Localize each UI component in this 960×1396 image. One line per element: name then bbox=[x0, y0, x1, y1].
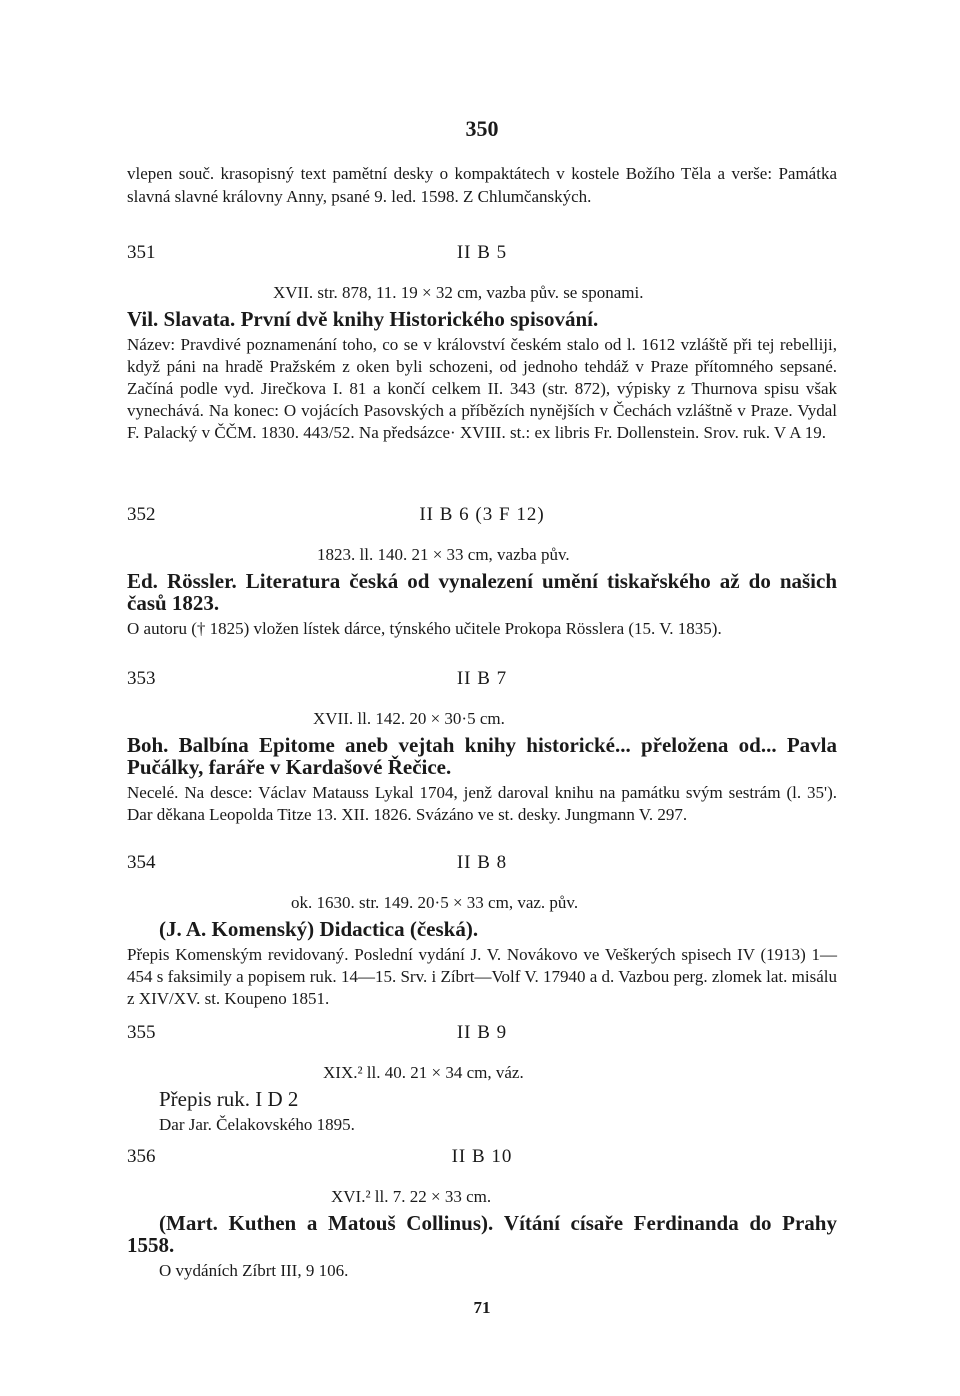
entry-author: (Mart. Kuthen a Matouš Collinus). bbox=[159, 1211, 494, 1235]
entry-header bbox=[127, 668, 837, 694]
shelf-mark: II B 8 bbox=[456, 852, 508, 873]
entry-title: Literatura česká od vynalezení umění tiskařského až do našich časů 1823. bbox=[127, 569, 838, 615]
entry-header bbox=[127, 852, 837, 878]
entry-description: O vydáních Zíbrt III, 9 106. bbox=[159, 1261, 349, 1280]
shelf-mark: II B 9 bbox=[456, 1022, 508, 1043]
entry-number: 356 bbox=[127, 1146, 156, 1167]
entry-heading bbox=[127, 570, 837, 614]
entry-heading bbox=[127, 1088, 837, 1110]
entry-title: Epitome aneb vejtah knihy historické... přeložena od... Pavla Pučálky, faráře v Kardašové Řečice. bbox=[127, 733, 837, 779]
entry-meta: XVI.² ll. 7. 22 × 33 cm. bbox=[331, 1187, 492, 1206]
entry-meta: ok. 1630. str. 149. 20·5 × 33 cm, vaz. pův. bbox=[291, 893, 579, 912]
entry-number: 351 bbox=[127, 242, 156, 263]
entry-author: (J. A. Komenský) bbox=[159, 917, 315, 941]
entry-description: Dar Jar. Čelakovského 1895. bbox=[159, 1115, 355, 1134]
shelf-mark: II B 5 bbox=[456, 242, 508, 263]
entry-number: 354 bbox=[127, 852, 156, 873]
folio-number: 71 bbox=[473, 1298, 491, 1317]
entry-heading bbox=[127, 734, 837, 778]
entry-number: 352 bbox=[127, 504, 156, 525]
catalog-entry bbox=[127, 242, 837, 444]
catalog-entry bbox=[127, 852, 837, 1010]
entry-description: Název: Pravdivé poznamenání toho, co se v království českém stalo od l. 1612 vzláště při tej rebelliji, když páni na hradě Pražském z oken byli schozeni, od jednoho tehdáž v Praze přítomného sepsané. Začíná podle vyd. Jirečkova I. 81 a končí celkem II. 343 (str. 872), výpisky z Thurnova spisu však vynechává. Na konec: O vojácích Pasovských a příbězích nynějších v Čechách vzláštně v Praze. Vydal F. Palacký v ČČM. 1830. 443/52. Na předsázce· XVIII. st.: ex libris Fr. Dollenstein. Srov. ruk. V A 19. bbox=[127, 335, 837, 442]
entry-meta: XVII. ll. 142. 20 × 30·5 cm. bbox=[313, 709, 505, 728]
entry-author: Ed. Rössler. bbox=[127, 569, 237, 593]
entry-number: 353 bbox=[127, 668, 156, 689]
entry-meta: 1823. ll. 140. 21 × 33 cm, vazba pův. bbox=[317, 545, 570, 564]
entry-header bbox=[127, 242, 837, 268]
entry-heading bbox=[127, 1212, 837, 1256]
shelf-mark: II B 7 bbox=[456, 668, 508, 689]
page-number: 350 bbox=[465, 116, 499, 141]
entry-header bbox=[127, 1146, 837, 1172]
entry-heading bbox=[127, 918, 837, 940]
entry-description: Přepis Komenským revidovaný. Poslední vydání J. V. Novákovo ve Veškerých spisech IV (1913) 1—454 s faksimily a popisem ruk. 14—15. Srv. i Zíbrt—Volf V. 17940 a d. Vazbou perg. zlomek lat. misálu z XIV/XV. st. Koupeno 1851. bbox=[127, 945, 837, 1008]
entry-title: Přepis ruk. I D 2 bbox=[159, 1087, 299, 1111]
entry-description: O autoru († 1825) vložen lístek dárce, týnského učitele Prokopa Rösslera (15. V. 1835). bbox=[127, 619, 722, 638]
entry-title: První dvě knihy Historického spisování. bbox=[240, 307, 599, 331]
entry-title: Vítání císaře Ferdinanda do Prahy 1558. bbox=[127, 1211, 837, 1257]
shelf-mark: II B 10 bbox=[451, 1146, 513, 1167]
entry-header bbox=[127, 1022, 837, 1048]
entry-heading bbox=[127, 308, 837, 330]
entry-title: Didactica (česká). bbox=[319, 917, 479, 941]
entry-description: Necelé. Na desce: Václav Matauss Lykal 1704, jenž daroval knihu na památku svým sestrám (l. 35'). Dar děkana Leopolda Titze 13. XII. 1826. Svázáno ve st. desky. Jungmann V. 297. bbox=[127, 783, 837, 824]
entry-meta: XIX.² ll. 40. 21 × 34 cm, váz. bbox=[323, 1063, 524, 1082]
catalog-entry bbox=[127, 668, 837, 826]
shelf-mark: II B 6 (3 F 12) bbox=[419, 504, 545, 525]
intro-paragraph: vlepen souč. krasopisný text pamětní desky o kompaktátech v kostele Božího Těla a verše: Památka slavná slavné královny Anny, psané 9. led. 1598. Z Chlumčanských. bbox=[127, 164, 837, 206]
catalog-entry bbox=[127, 1022, 837, 1136]
entry-number: 355 bbox=[127, 1022, 156, 1043]
entry-meta: XVII. str. 878, 11. 19 × 32 cm, vazba pův. se sponami. bbox=[273, 283, 644, 302]
catalog-page bbox=[127, 0, 837, 1396]
catalog-entry bbox=[127, 504, 837, 640]
catalog-entry bbox=[127, 1146, 837, 1282]
entry-header bbox=[127, 504, 837, 530]
entry-author: Vil. Slavata. bbox=[127, 307, 236, 331]
entry-author: Boh. Balbína bbox=[127, 733, 249, 757]
